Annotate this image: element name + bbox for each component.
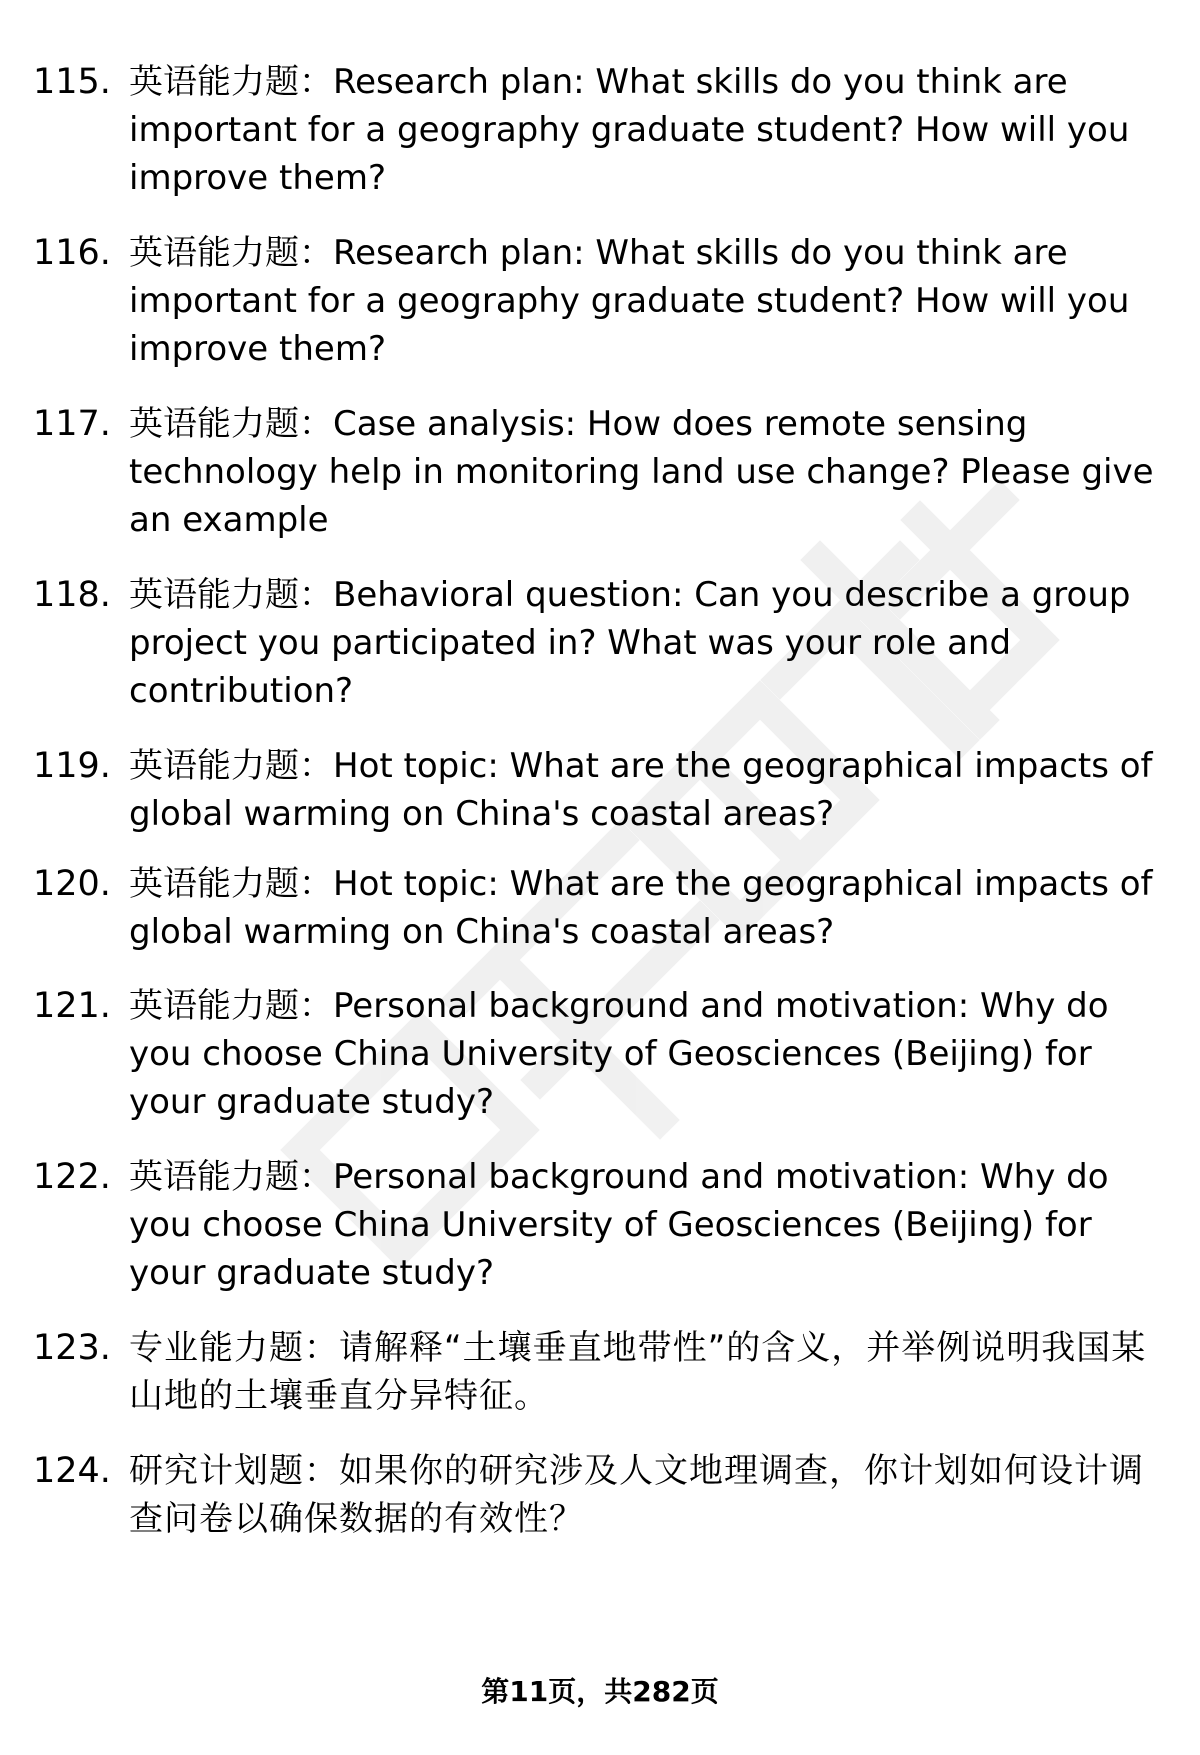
question-number: 115. — [33, 62, 111, 102]
question-number: 120. — [33, 864, 111, 904]
question-number: 116. — [33, 233, 111, 273]
question-item-116 — [33, 229, 1163, 373]
question-item-124 — [33, 1447, 1163, 1543]
question-text: 英语能力题：Hot topic: What are the geographical impacts of global warming on China's coastal areas? — [129, 864, 1153, 952]
question-number: 119. — [33, 746, 111, 786]
question-text: 英语能力题：Personal background and motivation: Why do you choose China University of Geosciences (Beijing) for your graduate study? — [129, 1157, 1109, 1293]
question-number: 123. — [33, 1328, 111, 1368]
question-item-118 — [33, 571, 1163, 715]
question-text: 研究计划题：如果你的研究涉及人文地理调查，你计划如何设计调查问卷以确保数据的有效性？ — [129, 1451, 1144, 1539]
question-text: 英语能力题：Case analysis: How does remote sensing technology help in monitoring land use change? Please give an example — [129, 404, 1154, 540]
question-list — [33, 58, 1163, 1543]
question-text: 英语能力题：Hot topic: What are the geographical impacts of global warming on China's coastal areas? — [129, 746, 1153, 834]
question-number: 118. — [33, 575, 111, 615]
question-item-119 — [33, 742, 1163, 838]
question-text: 英语能力题：Behavioral question: Can you describe a group project you participated in? What was your role and contribution? — [129, 575, 1131, 711]
question-text: 专业能力题：请解释“土壤垂直地带性”的含义，并举例说明我国某山地的土壤垂直分异特征。 — [129, 1328, 1147, 1416]
question-item-121 — [33, 982, 1163, 1126]
question-item-123 — [33, 1324, 1163, 1420]
question-number: 122. — [33, 1157, 111, 1197]
question-item-117 — [33, 400, 1163, 544]
question-number: 124. — [33, 1451, 111, 1491]
question-item-122 — [33, 1153, 1163, 1297]
question-text: 英语能力题：Research plan: What skills do you think are important for a geography graduate student? How will you improve them? — [129, 62, 1130, 198]
question-text: 英语能力题：Research plan: What skills do you think are important for a geography graduate student? How will you improve them? — [129, 233, 1130, 369]
question-item-120 — [33, 860, 1163, 956]
question-item-115 — [33, 58, 1163, 202]
page-footer: 第11页，共282页 — [481, 1675, 719, 1708]
question-text: 英语能力题：Personal background and motivation: Why do you choose China University of Geosciences (Beijing) for your graduate study? — [129, 986, 1109, 1122]
question-number: 117. — [33, 404, 111, 444]
question-number: 121. — [33, 986, 111, 1026]
